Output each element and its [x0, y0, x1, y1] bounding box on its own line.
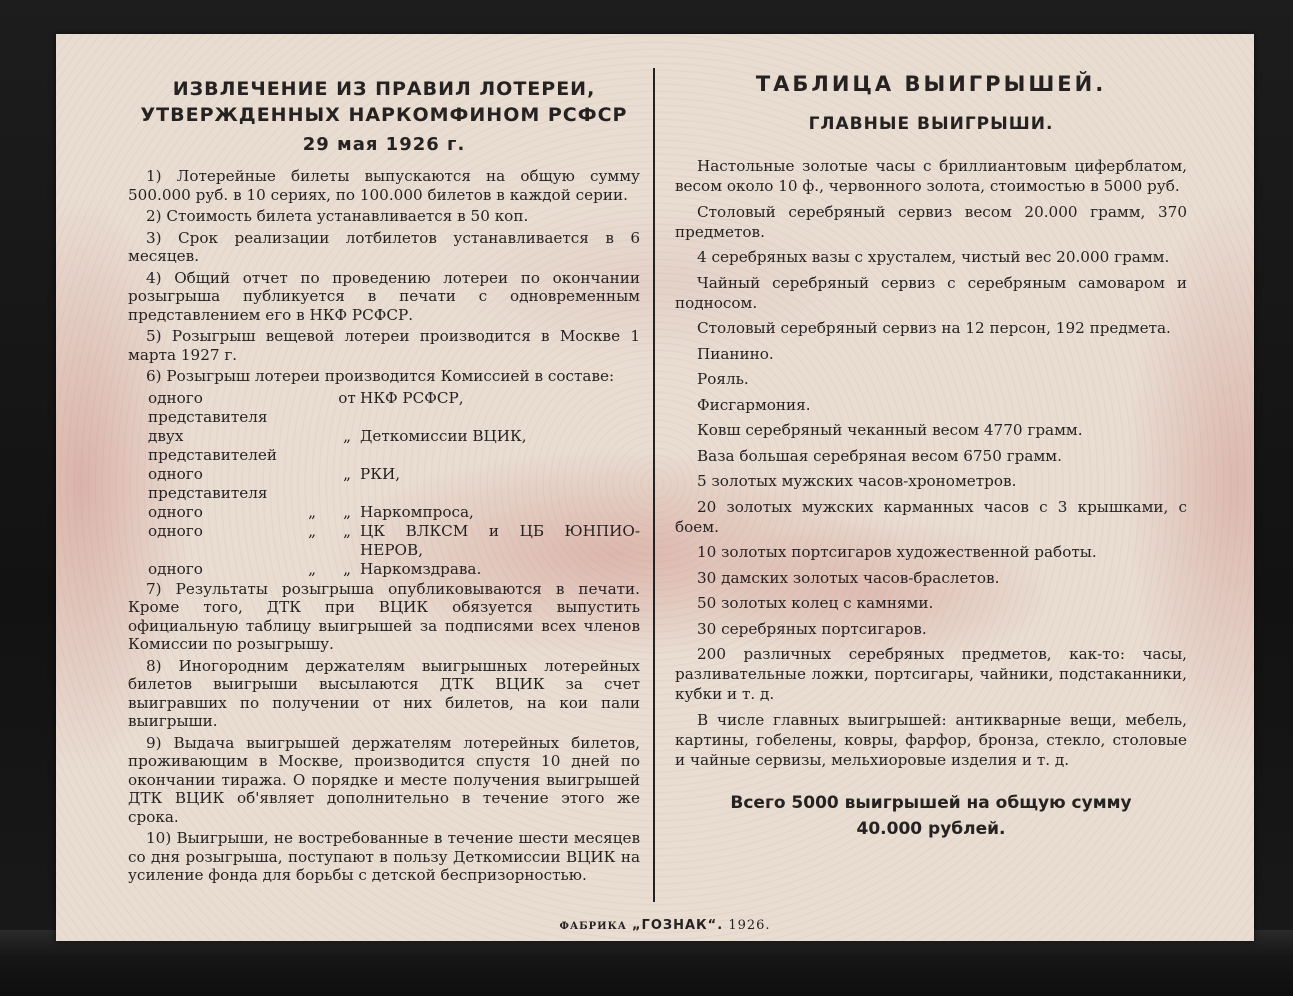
rule-item: 10) Выигрыши, не востребованные в течение шести месяцев со дня розыгрыша, поступают в пользу Деткомиссии ВЦИК на усиление фонда для борьбы с детской беспризорностью.	[128, 829, 640, 884]
rules-date: 29 мая 1926 г.	[302, 134, 466, 155]
member-row	[128, 389, 640, 427]
member-row	[128, 560, 640, 579]
prize-item: 10 золотых портсигаров художественной работы.	[697, 543, 1097, 561]
member-ditto: „	[343, 502, 351, 521]
prize-item: Рояль.	[697, 370, 749, 388]
prize-item: Столовый серебряный сервиз на 12 персон, 192 предмета.	[697, 319, 1171, 337]
prize-table-title: ТАБЛИЦА ВЫИГРЫШЕЙ.	[755, 72, 1107, 96]
prize-item: 30 дамских золотых часов-браслетов.	[697, 568, 1000, 587]
rule-item: 2) Стоимость билета устанавливается в 50 коп.	[146, 207, 529, 225]
member-org: РКИ,	[360, 464, 401, 483]
printer-imprint	[500, 918, 830, 933]
member-who: одного	[148, 502, 203, 521]
prize-item: 20 золотых мужских карманных часов с 3 крышками, с боем.	[675, 497, 1187, 536]
member-row	[128, 465, 640, 503]
prize-item: Настольные золотые часы с бриллиантовым циферблатом, весом около 10 ф., червонного золота, стоимостью в 5000 руб.	[675, 157, 1187, 195]
member-org: Наркомпроса,	[360, 502, 474, 521]
member-ditto: „	[343, 559, 351, 578]
rules-title-line1: ИЗВЛЕЧЕНИЕ ИЗ ПРАВИЛ ЛОТЕРЕИ,	[172, 78, 596, 100]
prize-item: Фисгармония.	[697, 395, 811, 414]
rule-item: 7) Результаты розыгрыша опубликовываются в печати. Кроме того, ДТК при ВЦИК обязуется выпустить официальную таблицу выигрышей за подписями всех членов Комиссии по розыгрышу.	[128, 579, 640, 653]
member-ditto: „	[308, 521, 316, 540]
prize-item: Столовый серебряный сервиз весом 20.000 грамм, 370 предметов.	[675, 202, 1187, 241]
member-ditto: „	[343, 426, 351, 445]
imprint-year: 1926.	[728, 918, 771, 933]
prize-item: 200 различных серебряных предметов, как-то: часы, разливательные ложки, портсигары, чайники, подстаканники, кубки и т. д.	[675, 645, 1187, 703]
main-prizes-subtitle: ГЛАВНЫЕ ВЫИГРЫШИ.	[808, 114, 1054, 134]
member-who: одного представителя	[148, 388, 268, 426]
column-divider	[653, 68, 655, 902]
rule-item: 4) Общий отчет по проведению лотереи по окончании розыгрыша публикуется в печати с одновременным представлением его в НКФ РСФСР.	[128, 268, 640, 324]
prize-item: 50 золотых колец с камнями.	[697, 594, 934, 612]
member-ditto: „	[308, 559, 316, 578]
member-row	[128, 427, 640, 465]
commission-members-table	[128, 389, 640, 579]
member-row	[128, 503, 640, 522]
member-who: двух представителей	[148, 426, 277, 464]
prize-item: 5 золотых мужских часов-хронометров.	[697, 472, 1017, 490]
prize-item: Ковш серебряный чеканный весом 4770 грамм.	[697, 421, 1083, 439]
prize-item: В числе главных выигрышей: антикварные вещи, мебель, картины, гобелены, ковры, фарфор, бронза, стекло, столовые и чайные сервизы, мельхиоровые изделия и т. д.	[675, 710, 1187, 769]
member-ditto	[290, 389, 334, 427]
member-ditto: от	[338, 388, 356, 407]
prize-item: 30 серебряных портсигаров.	[697, 619, 927, 638]
member-who: одного	[148, 559, 203, 578]
rules-column	[128, 76, 640, 888]
total-prizes	[675, 790, 1187, 842]
rule-item: 1) Лотерейные билеты выпускаются на общую сумму 500.000 руб. в 10 сериях, по 100.000 билетов в каждой серии.	[128, 167, 640, 204]
member-ditto: „	[308, 502, 316, 521]
prize-item: Ваза большая серебряная весом 6750 грамм.	[697, 446, 1062, 465]
member-ditto	[290, 427, 334, 465]
rule-item: 5) Розыгрыш вещевой лотереи производится в Москве 1 марта 1927 г.	[128, 327, 640, 364]
prize-item: Пианино.	[697, 344, 774, 363]
rule-item: 6) Розыгрыш лотереи производится Комиссией в составе:	[146, 367, 615, 385]
rule-item: 3) Срок реализации лотбилетов устанавливается в 6 месяцев.	[128, 228, 640, 265]
member-org: ЦК ВЛКСМ и ЦБ ЮНПИО-НЕРОВ,	[360, 521, 640, 559]
member-org: Деткомиссии ВЦИК,	[360, 426, 527, 445]
member-org: НКФ РСФСР,	[360, 388, 464, 407]
member-ditto	[290, 465, 334, 503]
total-line1: Всего 5000 выигрышей на общую сумму	[730, 792, 1132, 813]
imprint-label: ФАБРИКА	[559, 921, 627, 932]
prize-item: Чайный серебряный сервиз с серебряным самоваром и подносом.	[675, 273, 1187, 312]
member-ditto: „	[343, 464, 351, 483]
member-who: одного	[148, 521, 203, 540]
rule-item: 8) Иногородним держателям выигрышных лотерейных билетов выигрыши высылаются ДТК ВЦИК за счет выигравших по получении от них билетов, на кои пали выигрыши.	[128, 656, 640, 730]
prize-list	[675, 156, 1187, 770]
prize-item: 4 серебряных вазы с хрусталем, чистый вес 20.000 грамм.	[697, 248, 1170, 266]
member-row	[128, 522, 640, 560]
member-ditto: „	[343, 521, 351, 540]
total-line2: 40.000 рублей.	[856, 818, 1006, 839]
rules-title-line2: УТВЕРЖДЕННЫХ НАРКОМФИНОМ РСФСР	[140, 104, 628, 126]
prize-table-column	[675, 72, 1187, 842]
imprint-brand: „ГОЗНАК“.	[632, 918, 724, 933]
member-who: одного представителя	[148, 464, 268, 502]
member-org: Наркомздрава.	[360, 559, 482, 578]
rule-item: 9) Выдача выигрышей держателям лотерейных билетов, проживающим в Москве, производится спустя 10 дней по окончании тиража. О порядке и месте получения выигрышей ДТК ВЦИК об'являет дополнительно в течение этого же срока.	[128, 733, 640, 826]
rules-list	[128, 167, 640, 885]
